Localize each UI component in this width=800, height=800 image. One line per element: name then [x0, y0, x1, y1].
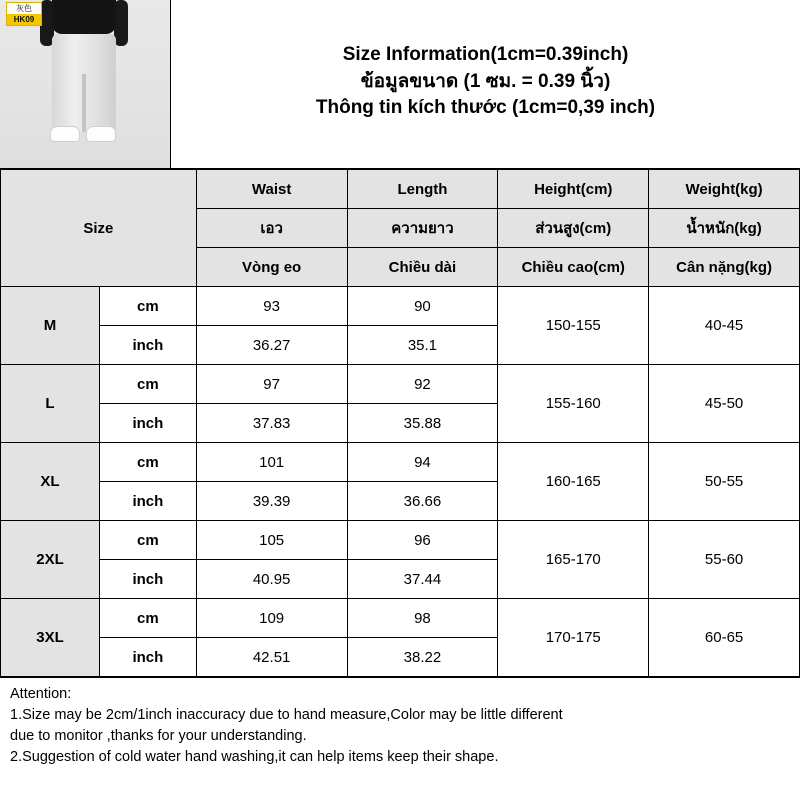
product-photo-cell [0, 0, 171, 168]
row-xl-weight: 50-55 [649, 443, 800, 521]
badge-code-label: HK09 [7, 14, 41, 25]
row-3xl-unit-inch: inch [100, 638, 197, 677]
row-l-weight: 45-50 [649, 365, 800, 443]
row-xl-unit-cm: cm [100, 443, 197, 482]
model-top [52, 0, 116, 34]
row-xl-length-inch: 36.66 [347, 482, 498, 521]
col-header-length-vi: Chiều dài [347, 248, 498, 287]
col-header-waist-th: เอว [196, 209, 347, 248]
row-size-l: L [1, 365, 100, 443]
row-2xl-unit-cm: cm [100, 521, 197, 560]
model-shoe-right [86, 126, 116, 142]
header-row [0, 0, 800, 169]
row-2xl-weight: 55-60 [649, 521, 800, 599]
size-header-cell: Size [1, 170, 197, 287]
row-l-height: 155-160 [498, 365, 649, 443]
table-row [1, 287, 800, 326]
col-header-length-th: ความยาว [347, 209, 498, 248]
attention-line-1: 1.Size may be 2cm/1inch inaccuracy due to hand measure,Color may be little different [10, 707, 563, 724]
title-block [171, 0, 800, 168]
row-3xl-height: 170-175 [498, 599, 649, 677]
title-line-th: ข้อมูลขนาด (1 ซม. = 0.39 นิ้ว) [360, 70, 611, 92]
row-m-weight: 40-45 [649, 287, 800, 365]
row-xl-unit-inch: inch [100, 482, 197, 521]
row-l-unit-inch: inch [100, 404, 197, 443]
attention-line-3: 2.Suggestion of cold water hand washing,it can help items keep their shape. [10, 749, 499, 766]
row-m-unit-cm: cm [100, 287, 197, 326]
row-2xl-length-cm: 96 [347, 521, 498, 560]
row-3xl-length-cm: 98 [347, 599, 498, 638]
row-size-3xl: 3XL [1, 599, 100, 677]
row-xl-waist-cm: 101 [196, 443, 347, 482]
attention-title: Attention: [10, 686, 72, 702]
row-l-unit-cm: cm [100, 365, 197, 404]
model-shoe-left [50, 126, 80, 142]
row-2xl-waist-cm: 105 [196, 521, 347, 560]
model-pants [52, 34, 116, 132]
col-header-waist-vi: Vòng eo [196, 248, 347, 287]
col-header-weight-vi: Cân nặng(kg) [649, 248, 800, 287]
table-header-row-en [1, 170, 800, 209]
attention-block [0, 677, 800, 795]
row-l-waist-cm: 97 [196, 365, 347, 404]
row-size-m: M [1, 287, 100, 365]
row-2xl-unit-inch: inch [100, 560, 197, 599]
color-code-badge [6, 2, 42, 26]
title-line-en: Size Information(1cm=0.39inch) [342, 43, 629, 65]
row-l-length-cm: 92 [347, 365, 498, 404]
row-2xl-height: 165-170 [498, 521, 649, 599]
row-l-waist-inch: 37.83 [196, 404, 347, 443]
table-row [1, 443, 800, 482]
row-3xl-waist-cm: 109 [196, 599, 347, 638]
row-m-waist-cm: 93 [196, 287, 347, 326]
row-xl-length-cm: 94 [347, 443, 498, 482]
table-row [1, 521, 800, 560]
title-line-vi: Thông tin kích thước (1cm=0,39 inch) [315, 97, 656, 119]
row-2xl-length-inch: 37.44 [347, 560, 498, 599]
row-m-height: 150-155 [498, 287, 649, 365]
row-3xl-weight: 60-65 [649, 599, 800, 677]
table-row [1, 365, 800, 404]
row-l-length-inch: 35.88 [347, 404, 498, 443]
col-header-height-th: ส่วนสูง(cm) [498, 209, 649, 248]
col-header-height-en: Height(cm) [498, 170, 649, 209]
col-header-waist-en: Waist [196, 170, 347, 209]
row-3xl-length-inch: 38.22 [347, 638, 498, 677]
row-xl-height: 160-165 [498, 443, 649, 521]
row-m-unit-inch: inch [100, 326, 197, 365]
row-xl-waist-inch: 39.39 [196, 482, 347, 521]
table-row [1, 599, 800, 638]
row-3xl-unit-cm: cm [100, 599, 197, 638]
row-m-waist-inch: 36.27 [196, 326, 347, 365]
size-table [0, 169, 800, 677]
row-3xl-waist-inch: 42.51 [196, 638, 347, 677]
row-m-length-cm: 90 [347, 287, 498, 326]
row-size-xl: XL [1, 443, 100, 521]
col-header-height-vi: Chiều cao(cm) [498, 248, 649, 287]
attention-line-2: due to monitor ,thanks for your understanding. [10, 728, 307, 745]
model-arm-right [114, 0, 128, 46]
product-photo [0, 0, 170, 168]
row-2xl-waist-inch: 40.95 [196, 560, 347, 599]
col-header-weight-en: Weight(kg) [649, 170, 800, 209]
col-header-length-en: Length [347, 170, 498, 209]
row-size-2xl: 2XL [1, 521, 100, 599]
col-header-weight-th: น้ำหนัก(kg) [649, 209, 800, 248]
row-m-length-inch: 35.1 [347, 326, 498, 365]
badge-color-label: 灰色 [7, 3, 41, 14]
